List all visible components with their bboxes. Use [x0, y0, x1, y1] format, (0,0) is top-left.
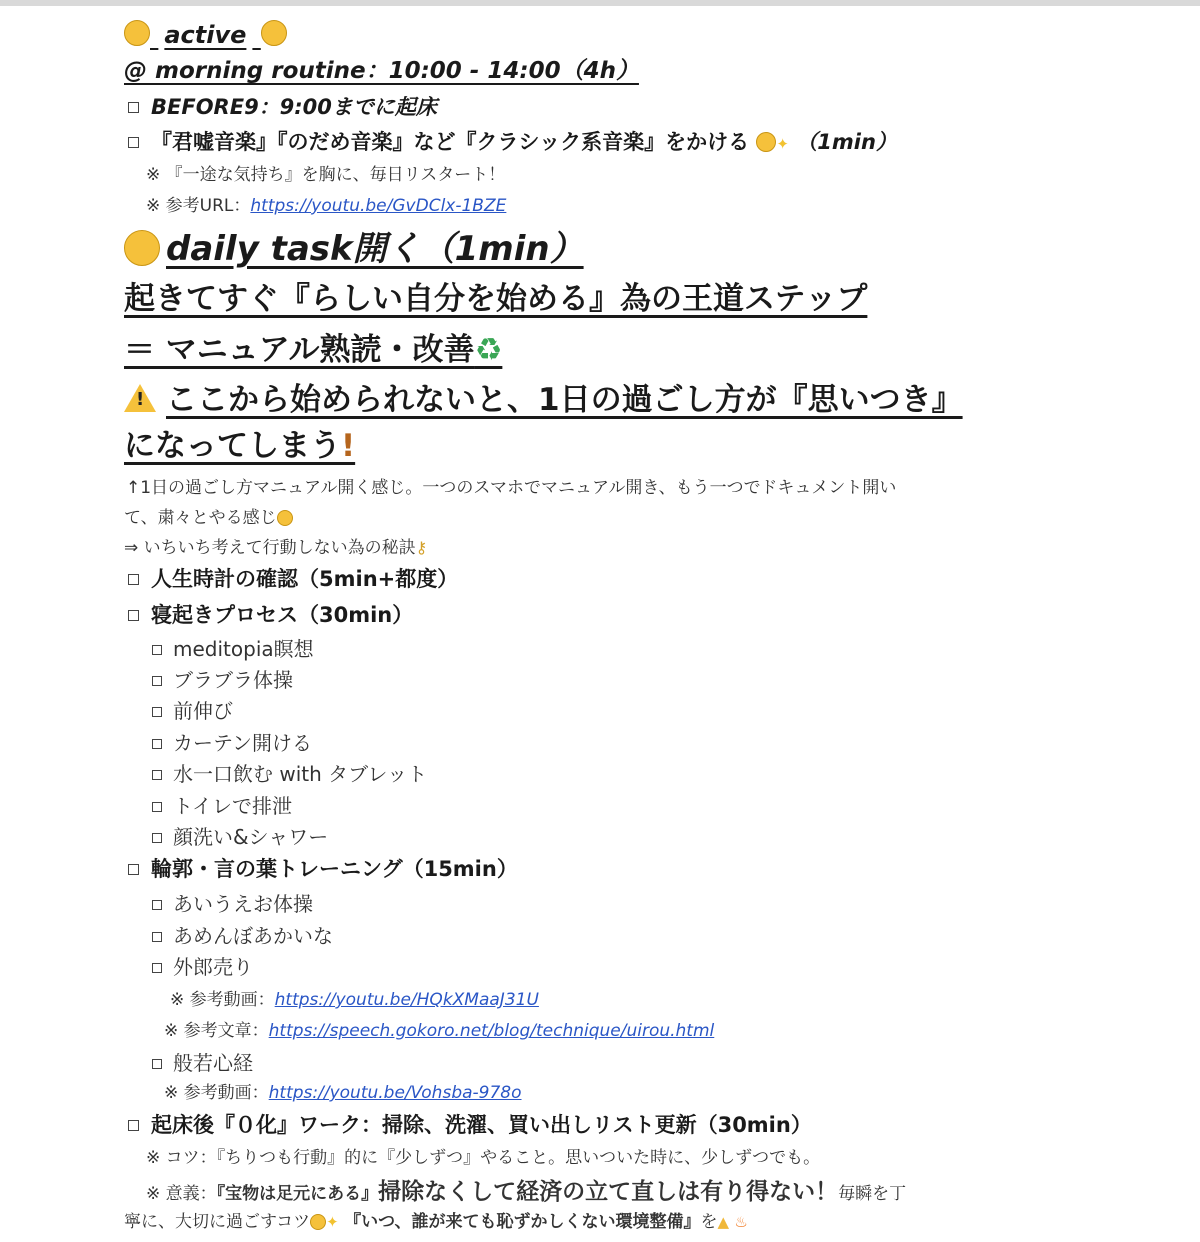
- reference-url-label: ※ 参考URL：: [146, 196, 251, 216]
- active-heading: [124, 20, 287, 47]
- subtask: [152, 670, 293, 690]
- big-heading-3-text: ここから始められないと、1日の過ごし方が『思いつき』: [166, 382, 963, 418]
- reference-url-line: [146, 198, 506, 215]
- note-ichizu: ※ 『一途な気持ち』を胸に、毎日リスタート！: [146, 165, 506, 185]
- note-secret-text: ⇒ いちいち考えて行動しない為の秘訣: [124, 538, 416, 558]
- subtask: [152, 764, 427, 784]
- exclamation-icon: !: [341, 428, 356, 464]
- task-before9: [128, 97, 437, 118]
- baby-emoji-icon: [124, 230, 160, 266]
- big-heading-2: [124, 332, 503, 368]
- relieved-face-emoji-icon: [277, 510, 293, 526]
- checkbox[interactable]: [152, 676, 162, 686]
- checkbox[interactable]: [128, 574, 139, 585]
- checkbox[interactable]: [152, 1059, 162, 1069]
- task-duration: （1min）: [796, 130, 897, 154]
- checkbox[interactable]: [128, 864, 139, 875]
- thumbs-up-icon: ▲: [717, 1213, 730, 1231]
- note-manual-1: ↑1日の過ごし方マニュアル開く感じ。一つのスマホでマニュアル開き、もう一つでドキュメント開い: [126, 478, 897, 498]
- key-icon: ⚷: [415, 538, 428, 557]
- subtask-label: 般若心経: [173, 1051, 253, 1075]
- daily-task-heading: [124, 229, 584, 269]
- daily-task-label: daily task開く（1min）: [166, 229, 584, 269]
- recycle-icon: ♻: [474, 332, 503, 368]
- subtask: [152, 733, 312, 753]
- fire-icon: ♨: [734, 1213, 748, 1231]
- subtask: [152, 827, 328, 847]
- big-heading-3: [124, 384, 963, 416]
- task-label: 起床後『０化』ワーク：掃除、洗濯、買い出しリスト更新（30min）: [151, 1113, 812, 1137]
- task-wake-process: [128, 605, 413, 626]
- last-particle: を: [700, 1212, 718, 1232]
- subtask: [152, 639, 314, 659]
- note-secret: [124, 540, 427, 557]
- reference-video-label: ※ 参考動画：: [164, 1083, 269, 1103]
- subtask-label: トイレで排泄: [173, 794, 292, 818]
- igi-continuation: 毎瞬を丁: [838, 1184, 907, 1204]
- reference-video-link[interactable]: https://youtu.be/Vohsba-978o: [268, 1083, 522, 1103]
- big-heading-4: [124, 428, 356, 464]
- reference-video-label: ※ 参考動画：: [170, 990, 275, 1010]
- checkbox[interactable]: [152, 770, 162, 780]
- sparkles-icon: ✦: [776, 135, 789, 153]
- last-text: 寧に、大切に過ごすコツ: [124, 1212, 311, 1232]
- crying-face-emoji-icon: [756, 132, 776, 152]
- checkbox[interactable]: [152, 932, 162, 942]
- reference-url-link[interactable]: https://youtu.be/GvDClx-1BZE: [250, 196, 507, 216]
- note-kotsu: ※ コツ：『ちりつも行動』的に『少しずつ』やること。思いついた時に、少しずつでも。: [146, 1148, 821, 1168]
- checkbox[interactable]: [152, 833, 162, 843]
- sparkles-icon: ✦: [326, 1213, 339, 1231]
- checkbox[interactable]: [128, 1120, 139, 1131]
- subtask-label: カーテン開ける: [173, 731, 312, 755]
- checkbox[interactable]: [152, 802, 162, 812]
- task-label: 寝起きプロセス（30min）: [151, 603, 414, 627]
- checkbox[interactable]: [152, 900, 162, 910]
- note-manual-2-text: て、粛々とやる感じ: [124, 508, 277, 528]
- subtask-label: 外郎売り: [173, 955, 253, 979]
- pleading-face-emoji-icon: [310, 1214, 326, 1230]
- checkbox[interactable]: [152, 707, 162, 717]
- subtask-label: あいうえお体操: [173, 892, 313, 916]
- igi-label: ※ 意義：: [146, 1184, 217, 1204]
- reference-video-line: [170, 992, 539, 1009]
- reference-article-link[interactable]: https://speech.gokoro.net/blog/technique/uirou.html: [268, 1021, 715, 1041]
- igi-statement: 掃除なくして経済の立て直しは有り得ない！: [378, 1179, 839, 1205]
- task-label: BEFORE9：9:00までに起床: [151, 95, 437, 119]
- task-music: [128, 132, 897, 153]
- task-rinkaku: [128, 859, 518, 880]
- reference-video-link[interactable]: https://youtu.be/HQkXMaaJ31U: [274, 990, 539, 1010]
- subtask-label: あめんぼあかいな: [173, 924, 333, 948]
- igi-phrase: 『宝物は足元にある』: [216, 1184, 379, 1204]
- note-last: [124, 1214, 748, 1231]
- task-life-clock: [128, 569, 458, 590]
- note-igi: [146, 1181, 906, 1204]
- subtask-label: ブラブラ体操: [173, 668, 293, 692]
- task-zero-work: [128, 1115, 812, 1136]
- checkbox[interactable]: [128, 137, 139, 148]
- checkbox[interactable]: [152, 963, 162, 973]
- subtask: [152, 926, 333, 946]
- active-label: active: [164, 21, 247, 49]
- task-label: 『君嘘音楽』『のだめ音楽』など『クラシック系音楽』をかける: [151, 130, 750, 154]
- checkbox[interactable]: [128, 610, 139, 621]
- checkbox[interactable]: [152, 645, 162, 655]
- subtask: [152, 701, 233, 721]
- note-manual-2: [124, 510, 293, 527]
- warning-icon: [124, 384, 156, 412]
- checkbox[interactable]: [128, 102, 139, 113]
- reference-article-line: [164, 1023, 714, 1040]
- checkbox[interactable]: [152, 739, 162, 749]
- task-label: 輪郭・言の葉トレーニング（15min）: [151, 857, 518, 881]
- subtask: [152, 796, 292, 816]
- big-heading-2-text: ＝ マニュアル熟読・改善: [124, 332, 475, 368]
- subtask-label: 水一口飲む with タブレット: [173, 762, 428, 786]
- star-struck-emoji-icon: [261, 20, 287, 46]
- subtask-label: 前伸び: [173, 699, 233, 723]
- big-heading-1: 起きてすぐ『らしい自分を始める』為の王道ステップ: [124, 281, 868, 317]
- subtask-label: 顔洗い&シャワー: [173, 825, 329, 849]
- subtask: [152, 894, 313, 914]
- task-label: 人生時計の確認（5min+都度）: [151, 567, 459, 591]
- morning-routine-heading: @ morning routine：10:00 - 14:00（4h）: [124, 58, 639, 84]
- last-phrase: 『いつ、誰が来ても恥ずかしくない環境整備』: [344, 1212, 701, 1232]
- subtask: [152, 957, 253, 977]
- subtask: [152, 1053, 253, 1073]
- big-heading-4-text: になってしまう: [124, 428, 341, 464]
- subtask-label: meditopia瞑想: [173, 637, 314, 661]
- reference-article-label: ※ 参考文章：: [164, 1021, 269, 1041]
- star-struck-emoji-icon: [124, 20, 150, 46]
- reference-video-line: [164, 1085, 522, 1102]
